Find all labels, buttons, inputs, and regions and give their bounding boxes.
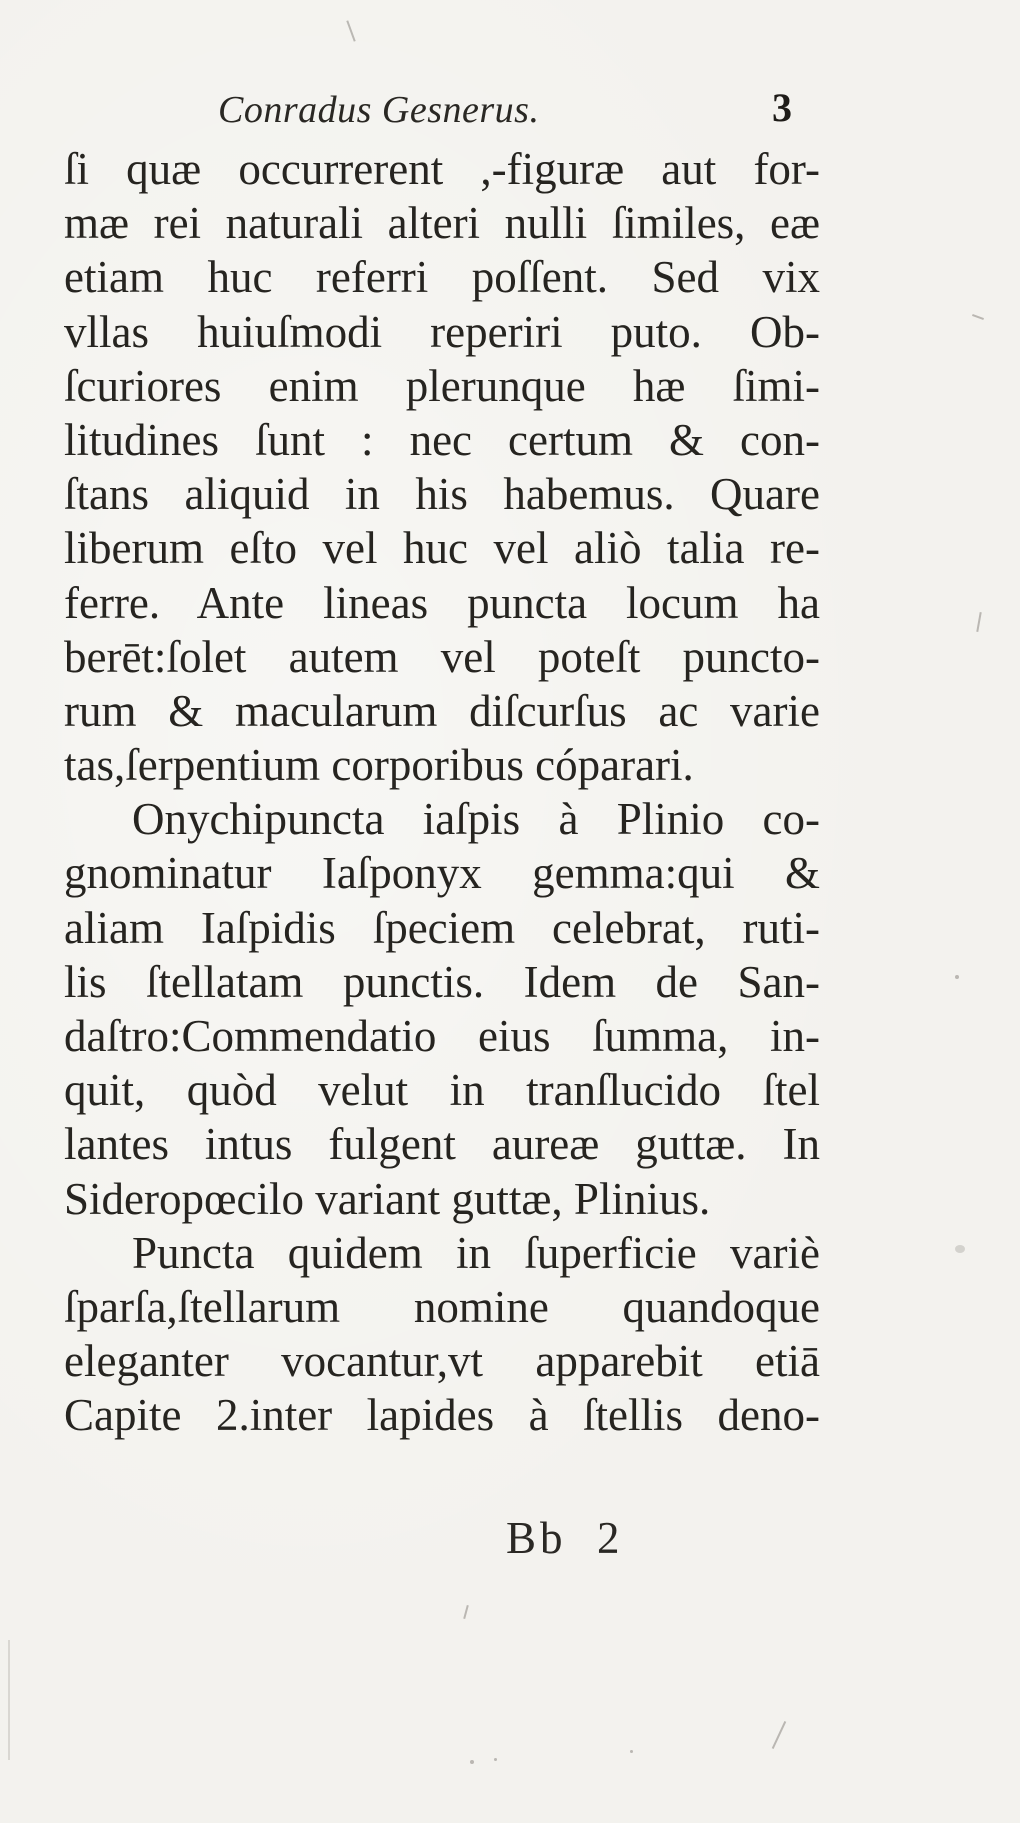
paper-speck — [955, 975, 959, 979]
paper-speck — [346, 20, 355, 41]
paper-speck — [976, 612, 981, 632]
text-line: lantes intus fulgent aureæ guttæ. In — [64, 1119, 820, 1170]
text-line: eleganter vocantur,vt apparebit etiā — [64, 1336, 820, 1387]
paper-speck — [972, 314, 984, 320]
text-line: ferre. Ante lineas puncta locum ha — [64, 577, 820, 628]
body-text — [64, 142, 820, 1443]
text-line: ſtans aliquid in his habemus. Quare — [64, 469, 820, 520]
text-line: Sideropœcilo variant guttæ, Plinius. — [64, 1173, 711, 1224]
paper-speck — [630, 1750, 633, 1753]
text-line: ſi quæ occurrerent ,-figuræ aut for- — [64, 144, 820, 194]
text-line: etiam huc referri poſſent. Sed vix — [64, 252, 820, 303]
signature-mark: Bb 2 — [506, 1513, 624, 1563]
paper-speck — [772, 1721, 786, 1749]
paper-speck — [8, 1640, 10, 1760]
text-line: gnominatur Iaſponyx gemma:qui & — [64, 848, 820, 899]
text-line: daſtro:Commendatio eius ſumma, in- — [64, 1011, 820, 1061]
text-line: Onychipuncta iaſpis à Plinio co- — [132, 794, 820, 845]
text-line: Capite 2.inter lapides à ſtellis deno- — [64, 1390, 820, 1441]
running-head — [0, 80, 1020, 140]
text-line: Puncta quidem in ſuperficie variè — [132, 1227, 820, 1278]
text-line: rum & macularum diſcurſus ac varie — [64, 685, 820, 736]
text-line: vllas huiuſmodi reperiri puto. Ob- — [64, 306, 820, 357]
text-line: ſparſa,ſtellarum nomine quandoque — [64, 1281, 820, 1332]
paper-speck — [470, 1760, 474, 1764]
text-line: berēt:ſolet autem vel poteſt puncto- — [64, 631, 820, 682]
paper-speck — [955, 1245, 965, 1253]
running-head-title: Conradus Gesnerus. — [218, 89, 540, 131]
text-line: aliam Iaſpidis ſpeciem celebrat, ruti- — [64, 902, 820, 953]
text-line: mæ rei naturali alteri nulli ſimiles, eæ — [64, 198, 820, 249]
paper-speck — [463, 1605, 469, 1619]
text-line: liberum eſto vel huc vel aliò talia re- — [64, 523, 820, 574]
text-line: ſcuriores enim plerunque hæ ſimi- — [64, 360, 820, 411]
paper-speck — [494, 1758, 497, 1761]
text-line: quit, quòd velut in tranſlucido ſtel — [64, 1065, 820, 1116]
text-line: litudines ſunt : nec certum & con- — [64, 414, 820, 465]
text-line: lis ſtellatam punctis. Idem de San- — [64, 956, 820, 1007]
page-number: 3 — [772, 85, 792, 130]
text-line: tas,ſerpentium corporibus cóparari. — [64, 740, 694, 791]
